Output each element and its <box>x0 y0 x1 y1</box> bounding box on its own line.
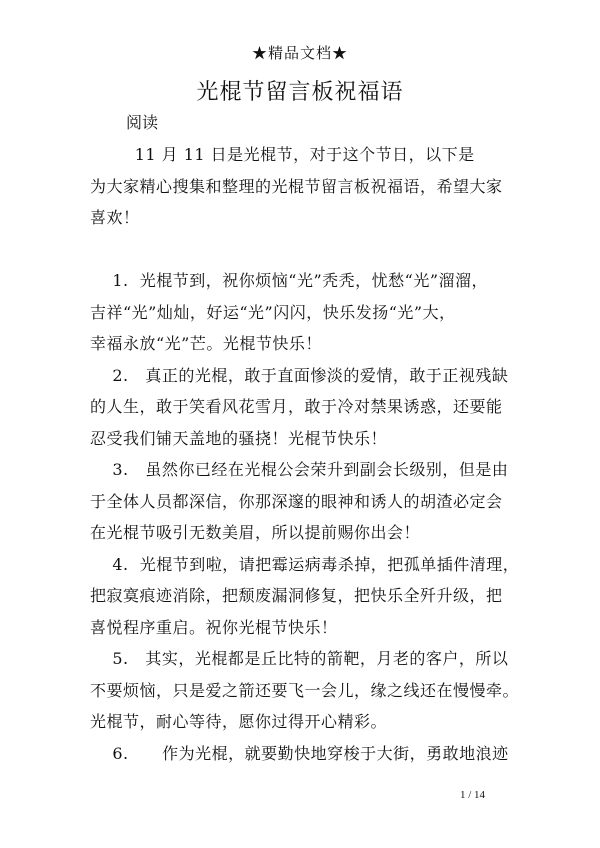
list-item: 4. 光棍节到啦，请把霉运病毒杀掉，把孤单插件清理， 把寂寞痕迹消除，把颓废漏洞修复，把快乐全歼升级，把 喜悦程序重启。祝你光棍节快乐！ <box>90 554 520 637</box>
document-title: 光棍节留言板祝福语 <box>196 80 404 105</box>
list-item: 6. 作为光棍，就要勤快地穿梭于大街，勇敢地浪迹 <box>90 743 509 763</box>
list-item: 2. 真正的光棍，敢于直面惨淡的爱情，敢于正视残缺 的人生，敢于笑看风花雪月，敢于冷对禁果诱惑，还要能 忍受我们铺天盖地的骚挠！光棍节快乐！ <box>90 365 509 448</box>
list-item: 5. 其实，光棍都是丘比特的箭靶，月老的客户，所以 不要烦恼，只是爱之箭还要飞一会儿，缘之线还在慢慢牵。 光棍节，耐心等待，愿你过得开心精彩。 <box>90 649 520 731</box>
intro-paragraph: 11 月 11 日是光棍节，对于这个节日，以下是 为大家精心搜集和整理的光棍节留言板祝福语，希望大家 喜欢！ <box>90 145 503 227</box>
greetings-list <box>90 265 520 769</box>
document-header-mark: ★精品文档★ <box>251 44 348 62</box>
page-indicator: 1 / 14 <box>460 789 486 801</box>
list-item: 3. 虽然你已经在光棍公会荣升到副会长级别，但是由 于全体人员都深信，你那深邃的眼神和诱人的胡渣必定会 在光棍节吸引无数美眉，所以提前赐你出会！ <box>90 460 509 542</box>
list-item: 1. 光棍节到，祝你烦恼“光”秃秃，忧愁“光”溜溜， 吉祥“光”灿灿，好运“光”闪闪，快乐发扬“光”大， 幸福永放“光”芒。光棍节快乐！ <box>90 271 489 353</box>
intro-paragraph-block <box>90 139 520 234</box>
intro-label: 阅读 <box>126 113 159 132</box>
